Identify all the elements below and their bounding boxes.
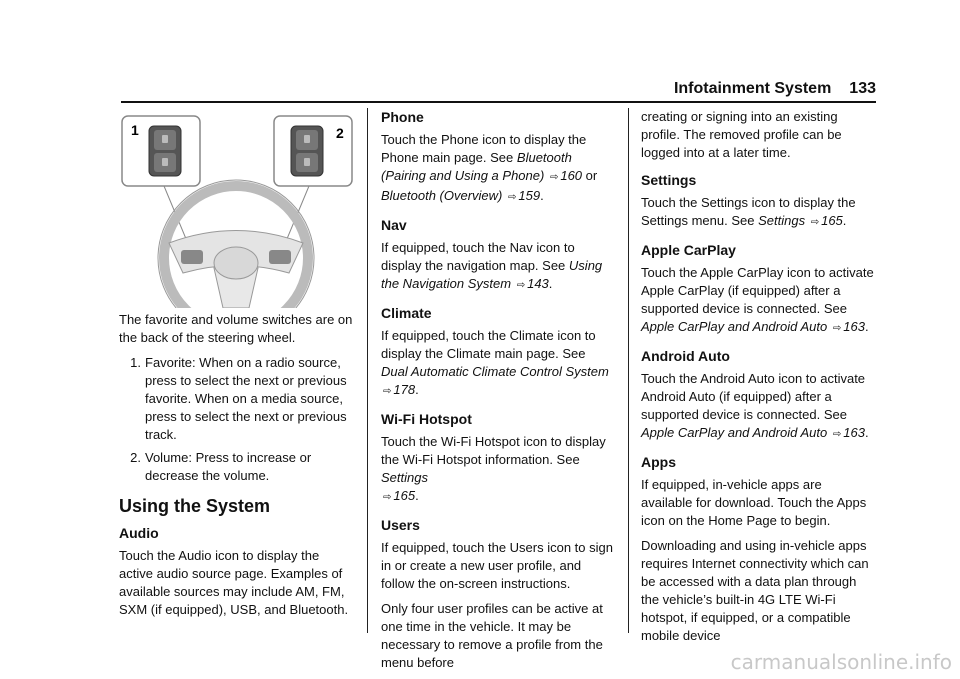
wifi-xref[interactable]: Settings [381, 470, 428, 485]
switch-list [119, 354, 353, 485]
list-item: 1. Favorite: When on a radio source, press to select the next or previous favorite. When on a media source, press to select the next or previous track. [130, 355, 347, 442]
page-arrow-icon: ⇨ [832, 429, 842, 440]
page-arrow-icon: ⇨ [516, 280, 526, 291]
audio-text: Touch the Audio icon to display the active audio source page. Examples of available sources may include AM, FM, SXM (if equipped), USB, and Bluetooth. [119, 548, 349, 617]
wheel-switch-intro: The favorite and volume switches are on the back of the steering wheel. [119, 312, 353, 345]
phone-heading: Phone [381, 109, 424, 125]
page-ref[interactable]: 163 [843, 319, 865, 334]
page-arrow-icon: ⇨ [383, 386, 392, 397]
settings-xref[interactable]: Settings [758, 213, 806, 228]
phone-text: Touch the Phone icon to display the Phone main page. See Bluetooth (Pairing and Using a Phone) ⇨ 160 or Bluetooth (Overview) ⇨ 159. [381, 132, 598, 203]
wifi-heading: Wi-Fi Hotspot [381, 411, 472, 427]
column-2 [381, 108, 615, 679]
phone-xref-1[interactable]: Bluetooth (Pairing and Using a Phone) [381, 150, 572, 183]
users-text: If equipped, touch the Users icon to sign in or create a new user profile, and follow the on-screen instructions. [381, 540, 613, 591]
column-divider-1 [367, 108, 368, 633]
steering-wheel-figure [119, 108, 353, 308]
column-divider-2 [628, 108, 629, 633]
android-text: Touch the Android Auto icon to activate Android Auto (if equipped) after a supported device is connected. See Apple CarPlay and Android Auto ⇨ 163. [641, 371, 869, 440]
watermark: carmanualsonline.info [730, 650, 952, 674]
right-upper-mark-icon [304, 135, 310, 143]
apps-text: If equipped, in-vehicle apps are available for download. Touch the Apps icon on the Home Page to begin. [641, 477, 867, 528]
nav-xref[interactable]: Using the Navigation System [381, 258, 603, 291]
page-arrow-icon: ⇨ [549, 172, 559, 183]
callout-number-1: 1 [131, 122, 139, 138]
page-ref[interactable]: 165 [393, 488, 416, 503]
audio-heading: Audio [119, 525, 159, 541]
nav-heading: Nav [381, 217, 407, 233]
carplay-text: Touch the Apple CarPlay icon to activate Apple CarPlay (if equipped) after a supported device is connected. See Apple CarPlay and Android Auto ⇨ 163. [641, 265, 874, 334]
page-ref[interactable]: 163 [843, 425, 865, 440]
list-item: 2. Volume: Press to increase or decrease the volume. [130, 450, 312, 483]
page-arrow-icon: ⇨ [508, 192, 517, 203]
page-arrow-icon: ⇨ [810, 217, 820, 228]
column-3 [641, 108, 875, 652]
left-upper-mark-icon [162, 135, 168, 143]
page-header [0, 80, 876, 98]
android-heading: Android Auto [641, 348, 730, 364]
page-ref[interactable]: 165 [821, 213, 843, 228]
page-ref[interactable]: 159 [518, 188, 541, 203]
carplay-xref[interactable]: Apple CarPlay and Android Auto [641, 319, 828, 334]
section-title: Infotainment System [673, 80, 832, 97]
page-number: 133 [849, 80, 876, 97]
steering-wheel-icon [158, 180, 314, 308]
android-xref[interactable]: Apple CarPlay and Android Auto [641, 425, 828, 440]
phone-xref-2[interactable]: Bluetooth (Overview) [381, 188, 503, 203]
users-heading: Users [381, 517, 420, 533]
using-system-heading: Using the System [119, 496, 271, 516]
right-lower-mark-icon [304, 158, 310, 166]
users-text-continued: creating or signing into an existing profile. The removed profile can be logged into at a later time. [641, 109, 842, 160]
nav-text: If equipped, touch the Nav icon to display the navigation map. See Using the Navigation System ⇨ 143. [381, 240, 603, 291]
settings-heading: Settings [641, 172, 697, 188]
column-1 [119, 108, 353, 626]
callout-number-2: 2 [336, 125, 344, 141]
page-arrow-icon: ⇨ [383, 492, 392, 503]
carplay-heading: Apple CarPlay [641, 242, 736, 258]
header-rule [121, 101, 876, 103]
settings-text: Touch the Settings icon to display the Settings menu. See Settings ⇨ 165. [641, 195, 856, 228]
page-ref[interactable]: 160 [560, 168, 583, 183]
page-ref[interactable]: 178 [393, 382, 416, 397]
left-lower-mark-icon [162, 158, 168, 166]
wifi-text: Touch the Wi-Fi Hotspot icon to display the Wi-Fi Hotspot information. See Settings ⇨ 165. [381, 434, 606, 503]
climate-heading: Climate [381, 305, 432, 321]
page-ref[interactable]: 143 [527, 276, 549, 291]
climate-text: If equipped, touch the Climate icon to display the Climate main page. See Dual Automatic Climate Control System ⇨ 178. [381, 328, 609, 397]
apps-heading: Apps [641, 454, 676, 470]
users-text-2: Only four user profiles can be active at one time in the vehicle. It may be necessary to remove a profile from the menu before [381, 601, 603, 670]
apps-text-2: Downloading and using in-vehicle apps requires Internet connectivity which can be accessed with a data plan through the vehicle’s built-in 4G LTE Wi-Fi hotspot, if equipped, or a compatible mobile device [641, 538, 869, 643]
climate-xref[interactable]: Dual Automatic Climate Control System [381, 364, 609, 379]
page-arrow-icon: ⇨ [832, 323, 842, 334]
